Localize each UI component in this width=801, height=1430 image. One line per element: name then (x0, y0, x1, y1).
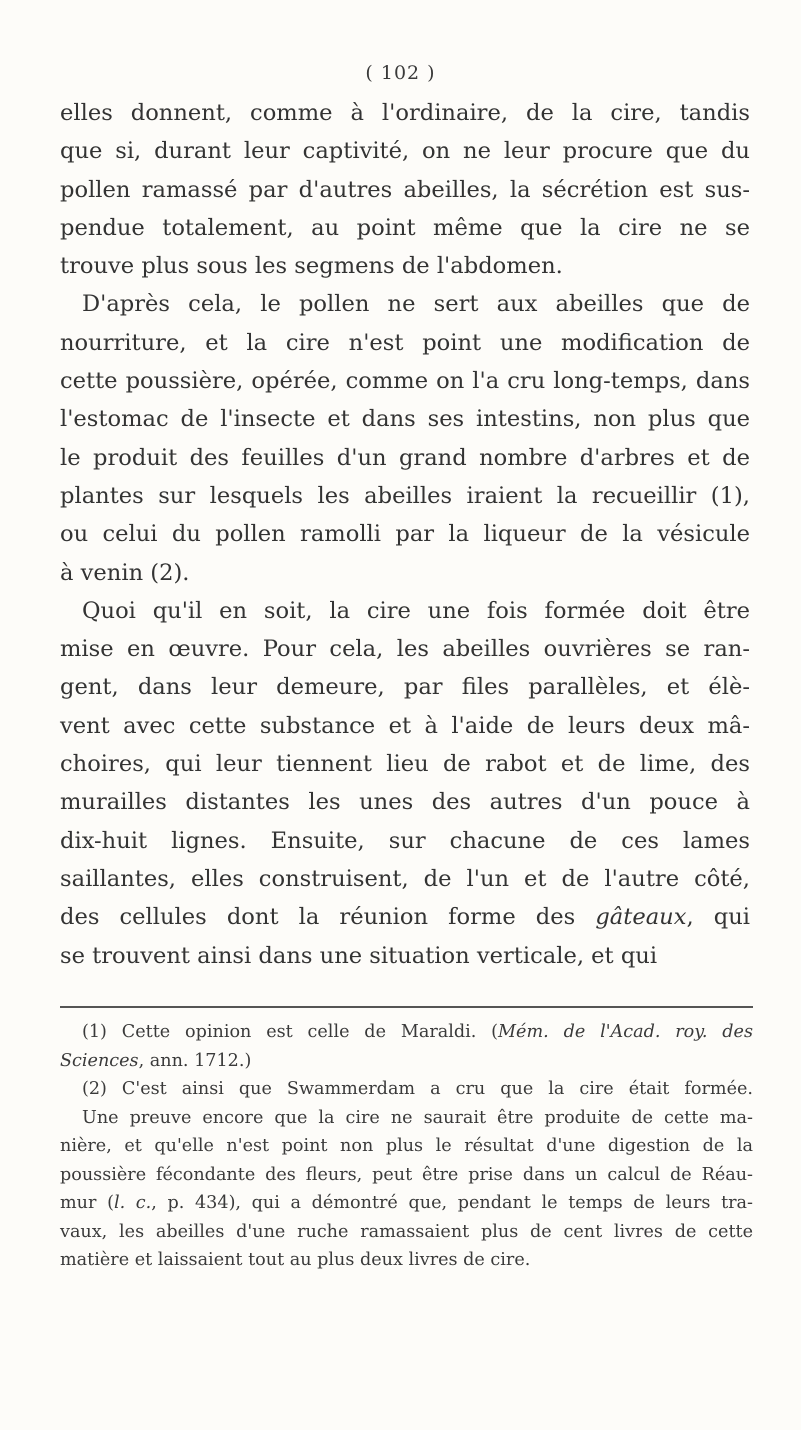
text-line: mise en œuvre. Pour cela, les abeilles ouvrières se ran- (60, 636, 750, 663)
text-line: trouve plus sous les segmens de l'abdomen. (60, 253, 563, 280)
text-line: elles donnent, comme à l'ordinaire, de la cire, tandis (60, 100, 750, 126)
text-line: D'après cela, le pollen ne sert aux abeilles que de (82, 291, 750, 318)
text-line (60, 898, 750, 936)
text-line: pollen ramassé par d'autres abeilles, la sécrétion est sus- (60, 176, 750, 203)
text-fragment: , p. 434), qui a démontré que, pendant le temps de leurs tra- (151, 1193, 753, 1213)
text-fragment: , ann. 1712.) (138, 1050, 252, 1071)
text-line: cette poussière, opérée, comme on l'a cru long-temps, dans (60, 368, 750, 395)
footnote-line: Une preuve encore que la cire ne saurait être produite de cette ma- (82, 1107, 753, 1128)
text-line: gent, dans leur demeure, par files parallèles, et élè- (60, 674, 750, 701)
footnote-line (60, 1047, 753, 1076)
footnotes (60, 1018, 753, 1275)
main-text (60, 94, 750, 975)
text-fragment: , qui (686, 904, 750, 931)
footnote-line: vaux, les abeilles d'une ruche ramassaient plus de cent livres de cette (60, 1221, 753, 1242)
text-line: vent avec cette substance et à l'aide de leurs deux mâ- (60, 712, 750, 739)
text-line: le produit des feuilles d'un grand nombre d'arbres et de (60, 444, 750, 471)
text-line: plantes sur lesquels les abeilles iraient la recueillir (1), (60, 482, 750, 509)
italic-term: gâteaux (595, 904, 687, 931)
text-line: dix-huit lignes. Ensuite, sur chacune de ces lames (60, 827, 750, 854)
footnote-line: (2) C'est ainsi que Swammerdam a cru que la cire était formée. (82, 1079, 753, 1099)
text-line: murailles distantes les unes des autres d'un pouce à (60, 789, 750, 816)
text-line: ou celui du pollen ramolli par la liqueur de la vésicule (60, 521, 750, 548)
italic-citation: Sciences (60, 1050, 139, 1071)
text-fragment: (1) Cette opinion est celle de Maraldi. ( (82, 1022, 499, 1042)
text-line: nourriture, et la cire n'est point une modification de (60, 329, 750, 356)
italic-citation: Mém. de l'Acad. roy. des (498, 1022, 753, 1042)
footnote-separator (60, 1006, 753, 1008)
footnote-line: matière et laissaient tout au plus deux livres de cire. (60, 1250, 531, 1270)
text-line: se trouvent ainsi dans une situation verticale, et qui (60, 942, 658, 969)
text-line: pendue totalement, au point même que la cire ne se (60, 214, 750, 241)
footnote-line: nière, et qu'elle n'est point non plus le résultat d'une digestion de la (60, 1136, 753, 1156)
italic-citation: l. c. (113, 1193, 152, 1213)
footnote-line (60, 1189, 753, 1218)
text-line: à venin (2). (60, 559, 190, 586)
text-line: saillantes, elles construisent, de l'un et de l'autre côté, (60, 865, 750, 892)
text-line: Quoi qu'il en soit, la cire une fois formée doit être (82, 597, 750, 624)
footnote-line: poussière fécondante des fleurs, peut être prise dans un calcul de Réau- (60, 1164, 753, 1185)
text-fragment: mur ( (60, 1193, 114, 1213)
text-line: choires, qui leur tiennent lieu de rabot et de lime, des (60, 751, 750, 778)
text-line: que si, durant leur captivité, on ne leur procure que du (60, 138, 750, 165)
text-line: l'estomac de l'insecte et dans ses intestins, non plus que (60, 406, 750, 433)
page-number: ( 102 ) (365, 62, 436, 84)
footnote-line (60, 1018, 753, 1047)
text-fragment: des cellules dont la réunion forme des (60, 904, 576, 931)
